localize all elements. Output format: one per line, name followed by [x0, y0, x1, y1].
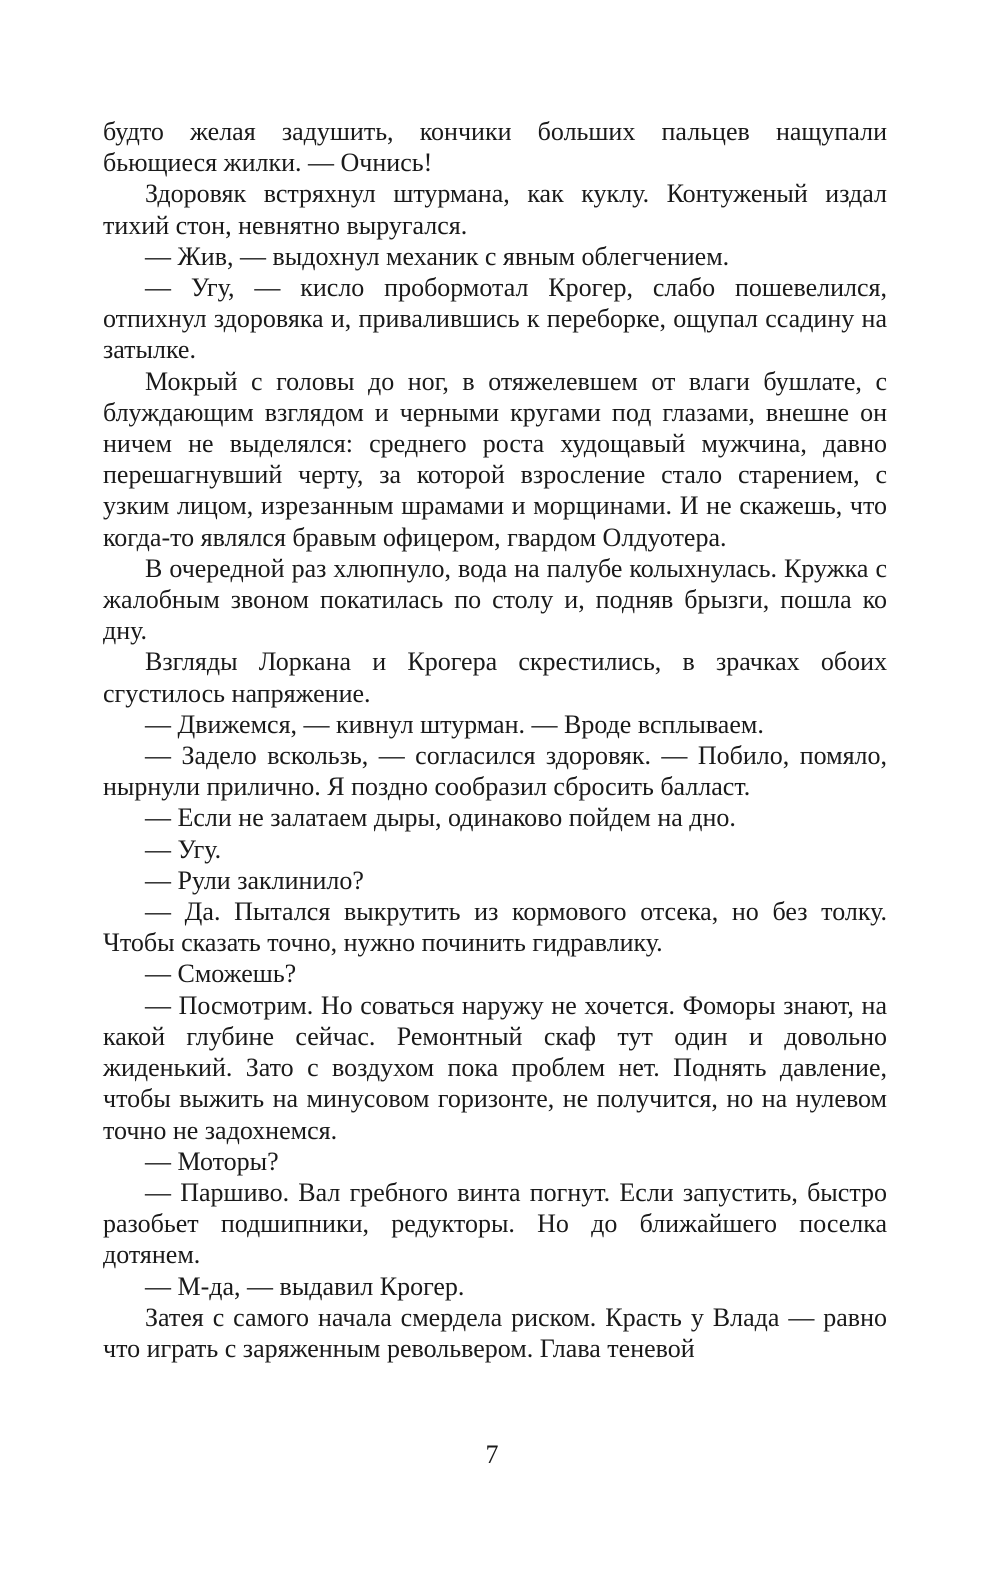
- paragraph: — Если не залатаем дыры, одинаково пойдем на дно.: [145, 803, 736, 833]
- paragraph: — Задело вскользь, — согласился здоровяк. — Побило, помяло, нырнули прилично. Я поздно сообразил сбросить балласт.: [103, 741, 887, 802]
- paragraph: — Моторы?: [145, 1146, 279, 1176]
- paragraph: — Угу.: [145, 834, 222, 864]
- page-number: 7: [485, 1440, 499, 1469]
- paragraph: Мокрый с головы до ног, в отяжелевшем от влаги бушлате, с блуждающим взглядом и черными кругами под глазами, внешне он ничем не выделялся: среднего роста худощавый мужчина, давно перешагнувший черту, за которой взросление стало старением, с узким лицом, изрезанным шрамами и морщинами. И не скажешь, что когда-то являлся бравым офицером, гвардом Олдуотера.: [103, 366, 887, 552]
- paragraph: В очередной раз хлюпнуло, вода на палубе колыхнулась. Кружка с жалобным звоном покатилась по столу и, подняв брызги, пошла ко дну.: [103, 553, 887, 646]
- paragraph: Здоровяк встряхнул штурмана, как куклу. Контуженый издал тихий стон, невнятно выругался.: [103, 179, 887, 240]
- paragraph: — Жив, — выдохнул механик с явным облегчением.: [145, 241, 730, 271]
- paragraph: — Сможешь?: [145, 959, 297, 989]
- paragraph: — Угу, — кисло пробормотал Крогер, слабо пошевелился, отпихнул здоровяка и, привалившись к переборке, ощупал ссадину на затылке.: [103, 273, 887, 365]
- paragraph: — М-да, — выдавил Крогер.: [145, 1271, 465, 1301]
- paragraph: — Движемся, — кивнул штурман. — Вроде всплываем.: [145, 709, 764, 739]
- paragraph: — Посмотрим. Но соваться наружу не хочется. Фоморы знают, на какой глубине сейчас. Ремонтный скаф тут один и довольно жиденький. Зато с воздухом пока проблем нет. Поднять давление, чтобы выжить на минусовом горизонте, не получится, но на нулевом точно не задохнемся.: [103, 990, 887, 1145]
- paragraph: — Да. Пытался выкрутить из кормового отсека, но без толку. Чтобы сказать точно, нужно починить гидравлику.: [103, 897, 887, 958]
- page-body: [103, 116, 887, 1364]
- paragraph: — Паршиво. Вал гребного винта погнут. Если запустить, быстро разобьет подшипники, редукторы. Но до ближайшего поселка дотянем.: [103, 1177, 887, 1270]
- paragraph: будто желая задушить, кончики больших пальцев нащупали бьющиеся жилки. — Очнись!: [103, 117, 887, 178]
- paragraph: Взгляды Лоркана и Крогера скрестились, в зрачках обоих сгустилось напряжение.: [103, 647, 887, 708]
- paragraph: Затея с самого начала смердела риском. Красть у Влада — равно что играть с заряженным револьвером. Глава теневой: [103, 1302, 887, 1363]
- paragraph: — Рули заклинило?: [145, 865, 364, 895]
